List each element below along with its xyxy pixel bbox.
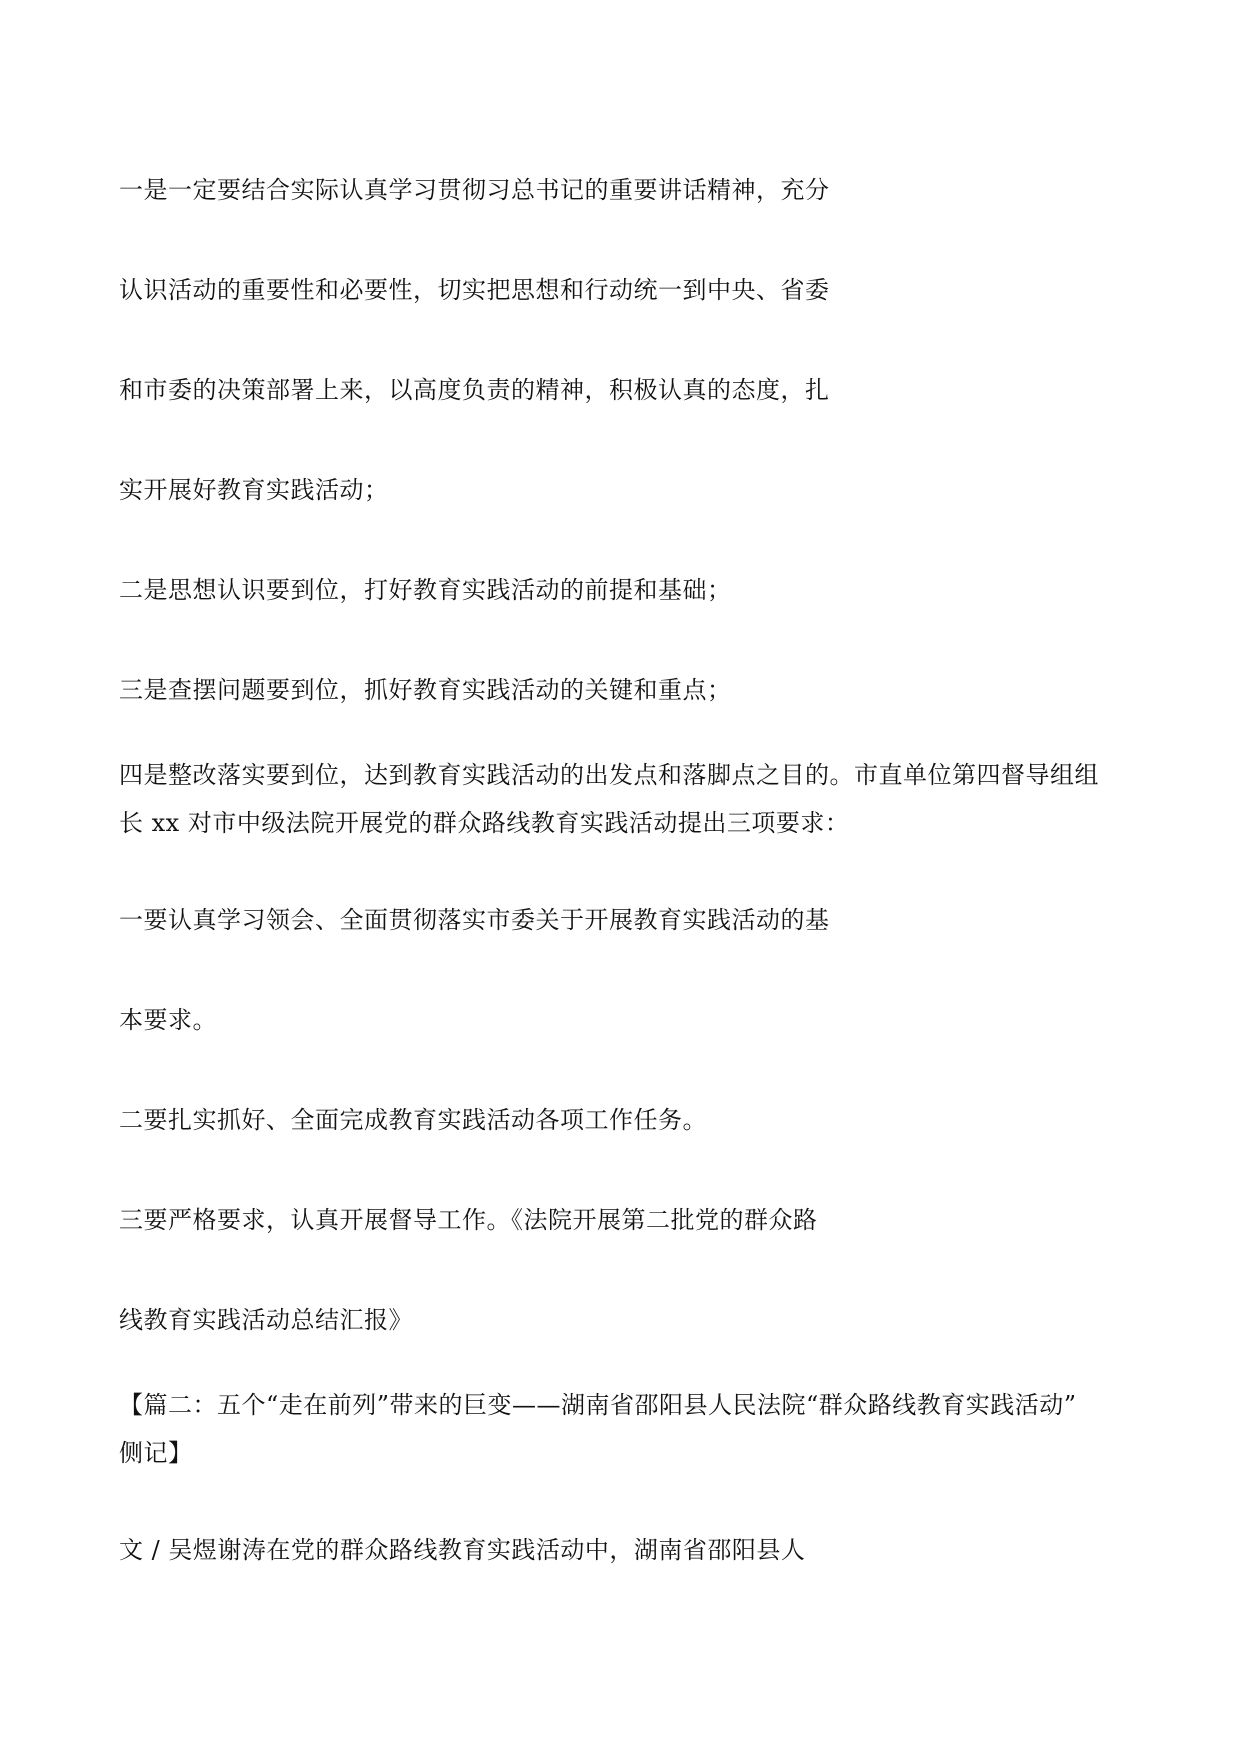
text-line: 实开展好教育实践活动； [119,476,389,504]
text-line: 三是查摆问题要到位，抓好教育实践活动的关键和重点； [119,676,732,704]
section-heading-line: 侧记】 [119,1439,193,1467]
text-line: 认识活动的重要性和必要性，切实把思想和行动统一到中央、省委 [119,276,830,304]
text-line: 一要认真学习领会、全面贯彻落实市委关于开展教育实践活动的基 [119,906,830,934]
text-line: 二要扎实抓好、全面完成教育实践活动各项工作任务。 [119,1106,707,1134]
text-line: 三要严格要求，认真开展督导工作。《法院开展第二批党的群众路 [119,1206,818,1234]
text-line: 长 xx 对市中级法院开展党的群众路线教育实践活动提出三项要求： [119,809,850,837]
section-heading-line: 【篇二：五个“走在前列”带来的巨变——湖南省邵阳县人民法院“群众路线教育实践活动” [119,1391,1077,1419]
text-line: 本要求。 [119,1006,217,1034]
text-line: 和市委的决策部署上来，以高度负责的精神，积极认真的态度，扎 [119,376,830,404]
text-line: 线教育实践活动总结汇报》 [119,1306,413,1334]
text-line: 一是一定要结合实际认真学习贯彻习总书记的重要讲话精神，充分 [119,176,830,204]
text-line: 四是整改落实要到位，达到教育实践活动的出发点和落脚点之目的。市直单位第四督导组组 [119,761,1099,789]
text-line: 二是思想认识要到位，打好教育实践活动的前提和基础； [119,576,732,604]
text-line: 文 / 吴煜谢涛在党的群众路线教育实践活动中，湖南省邵阳县人 [119,1536,806,1564]
